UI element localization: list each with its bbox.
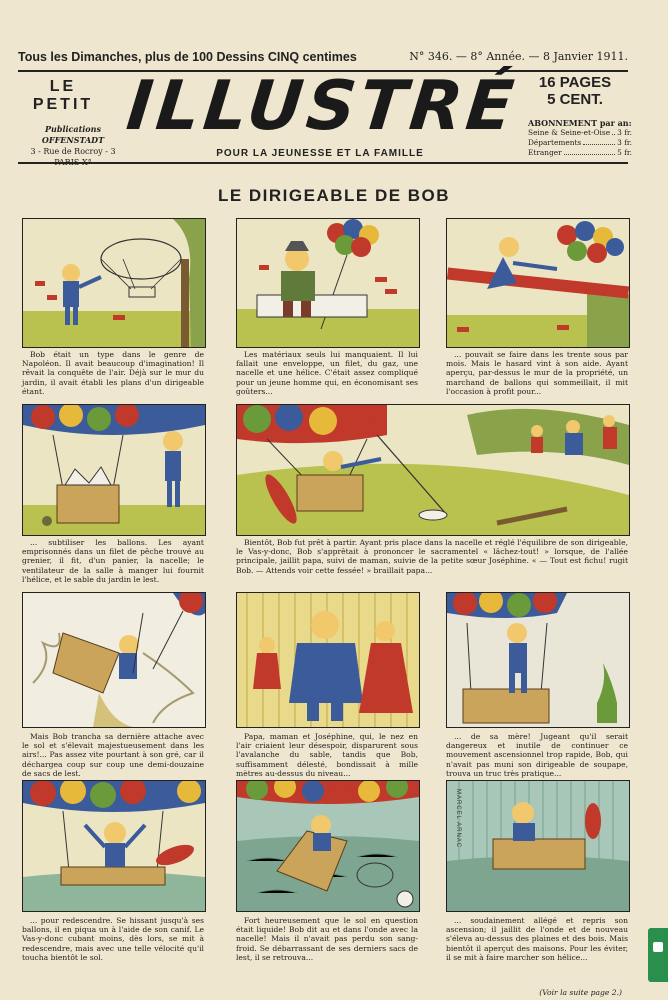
- panel-8-drawing: [447, 593, 629, 727]
- masthead-tagline: POUR LA JEUNESSE ET LA FAMILLE: [216, 148, 424, 159]
- panel-11-drawing: [447, 781, 629, 911]
- comic-panel-6: [22, 592, 206, 728]
- story-title: LE DIRIGEABLE DE BOB: [217, 186, 451, 205]
- panel-4-drawing: [23, 405, 205, 535]
- caption-2: Les matériaux seuls lui manquaient. Il lui fallait une enveloppe, un filet, du gaz, une nacelle et une hélice. C'était assez compliqué pour un jeune homme qui, en économisant ses goûters...: [236, 350, 418, 396]
- subscription-row: [528, 138, 632, 148]
- comic-panel-1: [22, 218, 206, 348]
- continued-note: (Voir la suite page 2.): [539, 988, 622, 997]
- caption-9: ... pour redescendre. Se hissant jusqu'à ses ballons, il en piqua un à l'aide de son canif. Le Vas-y-donc cubant moins, dès lors, se mit à redescendre, mais avec une telle vélocité qu'il toucha bientôt le sol.: [22, 916, 204, 962]
- comic-panel-8: [446, 592, 630, 728]
- sub-price: 5 fr.: [617, 148, 632, 157]
- caption-1: Bob était un type dans le genre de Napoléon. Il avait beaucoup d'imagination! Il rêvait la conquête de l'air. Déjà sur le mur du jardin, il avait établi les plans d'un dirigeable étant.: [22, 350, 204, 396]
- comic-panel-11: [446, 780, 630, 912]
- comic-panel-3: [446, 218, 630, 348]
- caption-10: Fort heureusement que le sol en question était liquide! Bob dit au et dans l'onde avec la nacelle! Mais il n'avait pas perdu son sang-froid. Se débarrassant de ses derniers sacs de lest, il se retrouva...: [236, 916, 418, 962]
- panel-7-drawing: [237, 593, 419, 727]
- le-petit-label: [20, 78, 106, 114]
- sub-label: Départements: [528, 138, 582, 147]
- caption-11: ... soudainement allégé et repris son ascension; il jaillit de l'onde et de nouveau s'éleva au-dessus des plaines et des bois. Mais bientôt il aperçut des maisons. Pour les éviter, il se mit à faire marcher son hélice...: [446, 916, 628, 962]
- caption-3: ... pouvait se faire dans les trente sous par mois. Mais le hasard vint à son aide. Ayant aperçu, par-dessus le mur de la propriété, un marchand de ballons qui sommeillait, il mit l'occasion à profit pour...: [446, 350, 628, 396]
- caption-5: Bientôt, Bob fut prêt à partir. Ayant pris place dans la nacelle et réglé l'équilibre de son dirigeable, le Vas-y-donc, Bob s'apprêtait à prononcer le sacramentel « lâchez-tout! » lorsque, de l'allée principale, jaillit papa, suivi de maman, suivie de la petite sœur Joséphine. « — Tout est fichu! rugit Bob. — Attends voir cette fessée! » braillait papa...: [236, 538, 628, 575]
- panel-6-drawing: [23, 593, 205, 727]
- comic-panel-2: [236, 218, 420, 348]
- le-label: LE: [49, 78, 77, 95]
- caption-4: ... subtiliser les ballons. Les ayant emprisonnés dans un filet de pêche trouvé au grenier, il fit, d'un panier, la nacelle; le ventilateur de la salle à manger lui fournit l'hélice, et le sable du jardin le lest.: [22, 538, 204, 584]
- publisher-name: Publications OFFENSTADT: [41, 124, 105, 145]
- masthead-title: ILLUSTRÉ: [123, 67, 522, 146]
- comic-panel-4: [22, 404, 206, 536]
- caption-6: Mais Bob trancha sa dernière attache avec le sol et s'élevait majestueusement dans les airs!... Pas assez vite pourtant à son gré, car il déchargea coup sur coup une demi-douzaine de sacs de lest.: [22, 732, 204, 778]
- publisher-city: PARIS-X°: [54, 158, 92, 167]
- issue-number: N° 346. — 8° Année. — 8 Janvier 1911.: [409, 50, 628, 63]
- price-block: [522, 74, 628, 108]
- sub-price: 3 fr.: [617, 138, 632, 147]
- subscription-row: [528, 128, 632, 138]
- panel-3-drawing: [447, 219, 629, 347]
- subscription-title: ABONNEMENT par an:: [528, 118, 632, 128]
- sub-label: Seine & Seine-et-Oise: [528, 128, 611, 137]
- sub-label: Etranger: [528, 148, 562, 157]
- price: 5 CENT.: [547, 91, 603, 108]
- panel-9-drawing: [23, 781, 205, 911]
- comic-panel-10: [236, 780, 420, 912]
- header-rule-bottom: [18, 162, 628, 164]
- petit-label: PETIT: [32, 96, 94, 113]
- comic-panel-7: [236, 592, 420, 728]
- comic-panel-9: [22, 780, 206, 912]
- sub-price: 3 fr.: [617, 128, 632, 137]
- panel-5-drawing: [237, 405, 629, 535]
- panel-1-drawing: [23, 219, 205, 347]
- panel-10-drawing: [237, 781, 419, 911]
- caption-8: ... de sa mère! Jugeant qu'il serait dangereux et inutile de continuer ce mouvement ascensionnel trop rapide, Bob, qui n'avait pas muni son dirigeable de soupape, trouva un truc très pratique...: [446, 732, 628, 778]
- comic-panel-5: [236, 404, 630, 536]
- artist-signature: MARCEL ARNAC: [455, 789, 461, 849]
- weekly-notice: Tous les Dimanches, plus de 100 Dessins CINQ centimes: [18, 50, 357, 64]
- panel-2-drawing: [237, 219, 419, 347]
- publisher-address: 3 - Rue de Rocroy - 3: [30, 147, 116, 156]
- page-count: 16 PAGES: [538, 74, 612, 91]
- bookmark-tab[interactable]: [648, 928, 668, 982]
- caption-7: Papa, maman et Joséphine, qui, le nez en l'air criaient leur désespoir, disparurent sous l'avalanche du sable, tandis que Bob, suffisamment délesté, bondissait à mille mètres au-dessus du niveau...: [236, 732, 418, 778]
- subscription-box: [528, 118, 632, 158]
- subscription-row: [528, 148, 632, 158]
